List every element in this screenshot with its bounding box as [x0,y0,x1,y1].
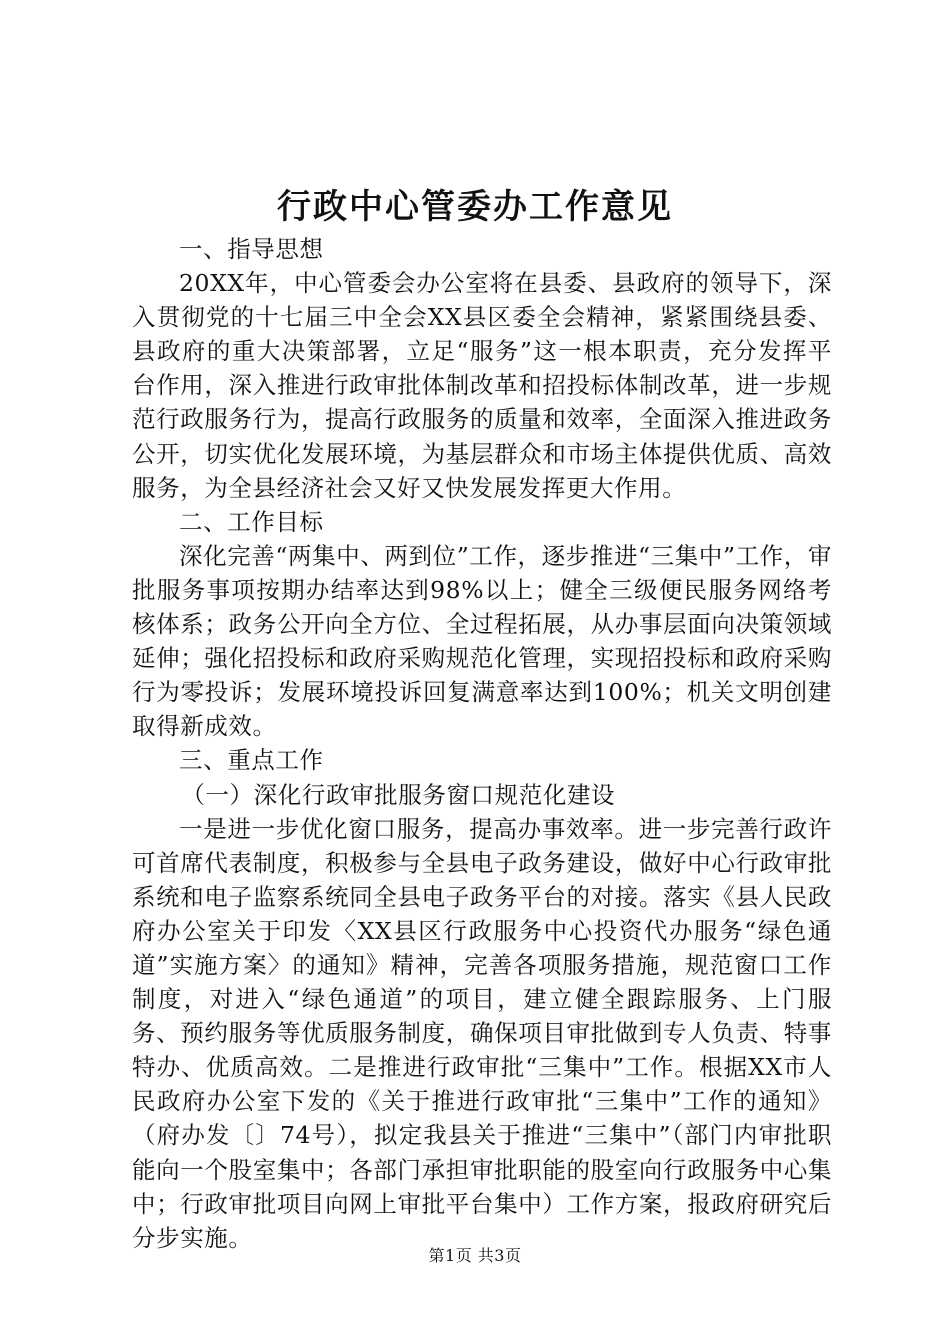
section-heading-guiding-ideology: 一、指导思想 [179,235,324,263]
paragraph-guiding-ideology: 20XX年，中心管委会办公室将在县委、县政府的领导下，深入贯彻党的十七届三中全会XX县区委全会精神，紧紧围绕县委、县政府的重大决策部署，立足“服务”这一根本职责，充分发挥平台作用，深入推进行政审批体制改革和招投标体制改革，进一步规范行政服务行为，提高行政服务的质量和效率，全面深入推进政务公开，切实优化发展环境，为基层群众和市场主体提供优质、高效服务，为全县经济社会又好又快发展发挥更大作用。 [132,269,832,502]
page-number-footer: 第1页 共3页 [428,1246,522,1265]
paragraph-window-standardization: 一是进一步优化窗口服务，提高办事效率。进一步完善行政许可首席代表制度，积极参与全县电子政务建设，做好中心行政审批系统和电子监察系统同全县电子政务平台的对接。落实《县人民政府办公室关于印发〈XX县区行政服务中心投资代办服务“绿色通道”实施方案〉的通知》精神，完善各项服务措施，规范窗口工作制度，对进入“绿色通道”的项目，建立健全跟踪服务、上门服务、预约服务等优质服务制度，确保项目审批做到专人负责、特事特办、优质高效。二是推进行政审批“三集中”工作。根据XX市人民政府办公室下发的《关于推进行政审批“三集中”工作的通知》（府办发〔〕74号），拟定我县关于推进“三集中”（部门内审批职能向一个股室集中；各部门承担审批职能的股室向行政服务中心集中；行政审批项目向网上审批平台集中）工作方案，报政府研究后分步实施。 [132,814,832,1252]
document-title: 行政中心管委办工作意见 [277,187,673,227]
document-body [132,232,832,1255]
paragraph-work-goals: 深化完善“两集中、两到位”工作，逐步推进“三集中”工作，审批服务事项按期办结率达到98%以上；健全三级便民服务网络考核体系；政务公开向全方位、全过程拓展，从办事层面向决策领域延伸；强化招投标和政府采购规范化管理，实现招投标和政府采购行为零投诉；发展环境投诉回复满意率达到100%；机关文明创建取得新成效。 [132,541,832,741]
section-heading-work-goals: 二、工作目标 [179,507,324,536]
section-heading-key-work: 三、重点工作 [179,746,324,775]
subsection-heading-window-standardization: （一）深化行政审批服务窗口规范化建设 [181,780,616,809]
